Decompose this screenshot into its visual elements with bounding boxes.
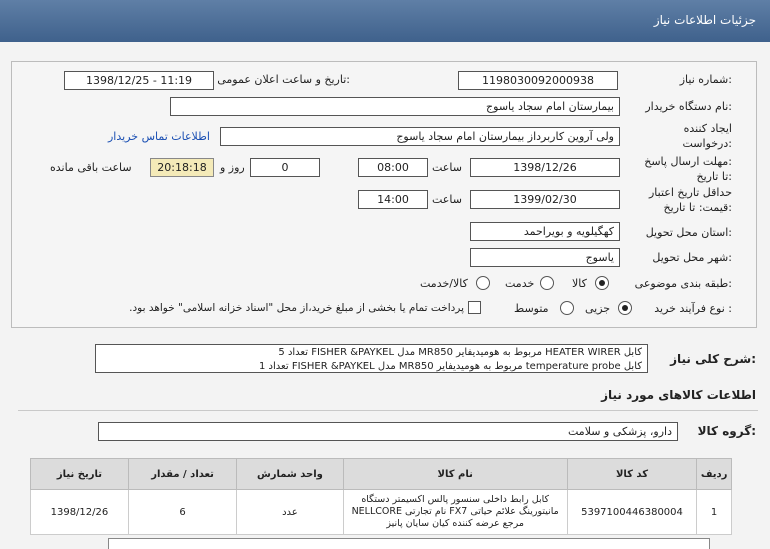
deadline-label-1: مهلت ارسال پاسخ: — [644, 155, 732, 168]
summary-box — [95, 344, 648, 373]
table-row — [31, 490, 732, 535]
cell-name: کابل رابط داخلی سنسور پالس اکسیمتر دستگاه مانیتورینگ علائم حیاتی FX7 نام تجارتی NELLCORE مرجع عرضه کننده کیان سایان پانیز — [343, 490, 567, 535]
category-option-goods: کالا — [572, 277, 587, 290]
days-label: روز و — [220, 161, 245, 174]
purchase-radio-minor[interactable] — [618, 301, 632, 315]
deadline-date-field: 1398/12/26 — [470, 158, 620, 177]
goods-table-header — [31, 459, 732, 490]
need-number-label: شماره نیاز: — [679, 73, 732, 86]
goods-group-label: گروه کالا: — [697, 424, 756, 438]
validity-time-label: ساعت — [432, 193, 462, 206]
deadline-label-2: تا تاریخ: — [696, 170, 732, 183]
creator-field: ولی آروین کاربرداز بیمارستان امام سجاد یاسوج — [220, 127, 620, 146]
category-option-both: کالا/خدمت — [420, 277, 468, 290]
treasury-checkbox[interactable] — [468, 301, 481, 314]
section-divider — [18, 410, 758, 411]
col-unit: واحد شمارش — [237, 459, 343, 490]
cell-qty: 6 — [128, 490, 236, 535]
need-number-field: 1198030092000938 — [458, 71, 618, 90]
col-name: نام کالا — [343, 459, 567, 490]
creator-label-2: درخواست: — [682, 137, 732, 150]
goods-table — [30, 458, 732, 535]
treasury-note: پرداخت تمام یا بخشی از مبلغ خرید،از محل "اسناد خزانه اسلامی" خواهد بود. — [129, 302, 464, 314]
col-qty: تعداد / مقدار — [128, 459, 236, 490]
purchase-label: نوع فرآیند خرید : — [654, 302, 732, 315]
remaining-time-field: 20:18:18 — [150, 158, 214, 177]
announce-field: 1398/12/25 - 11:19 — [64, 71, 214, 90]
validity-time-field: 14:00 — [358, 190, 428, 209]
purchase-option-medium: متوسط — [514, 302, 549, 315]
cell-unit: عدد — [237, 490, 343, 535]
summary-line-1: کابل HEATER WIRER مربوط به هومیدیفایر MR850 مدل FISHER &PAYKEL تعداد 5 — [278, 347, 642, 358]
category-radio-service[interactable] — [540, 276, 554, 290]
validity-date-field: 1399/02/30 — [470, 190, 620, 209]
contact-buyer-link[interactable]: اطلاعات تماس خریدار — [108, 130, 210, 143]
page-title: جزئیات اطلاعات نیاز — [653, 13, 756, 27]
validity-label-1: حداقل تاریخ اعتبار — [648, 186, 732, 199]
goods-section-title: اطلاعات کالاهای مورد نیاز — [601, 388, 756, 402]
purchase-radio-medium[interactable] — [560, 301, 574, 315]
cell-code: 5397100446380004 — [567, 490, 696, 535]
cell-date: 1398/12/26 — [31, 490, 129, 535]
category-label: طبقه بندی موضوعی: — [634, 277, 732, 290]
announce-label: تاریخ و ساعت اعلان عمومی: — [217, 73, 350, 86]
purchase-option-minor: جزیی — [585, 302, 611, 315]
remaining-label: ساعت باقی مانده — [50, 161, 132, 174]
summary-label: شرح کلی نیاز: — [670, 352, 756, 366]
col-row: ردیف — [697, 459, 732, 490]
category-option-service: خدمت — [505, 277, 535, 290]
creator-label-1: ایجاد کننده — [683, 122, 732, 135]
goods-group-field: دارو، پزشکی و سلامت — [98, 422, 678, 441]
category-radio-both[interactable] — [476, 276, 490, 290]
deadline-time-field: 08:00 — [358, 158, 428, 177]
col-date: تاریخ نیاز — [31, 459, 129, 490]
days-field: 0 — [250, 158, 320, 177]
province-label: استان محل تحویل: — [645, 226, 732, 239]
city-label: شهر محل تحویل: — [652, 251, 732, 264]
bottom-panel-edge — [108, 538, 710, 549]
validity-label-2: قیمت: تا تاریخ: — [663, 201, 732, 214]
province-field: کهگیلویه و بویراحمد — [470, 222, 620, 241]
deadline-time-label: ساعت — [432, 161, 462, 174]
buyer-field: بیمارستان امام سجاد یاسوج — [170, 97, 620, 116]
col-code: کد کالا — [567, 459, 696, 490]
cell-row: 1 — [697, 490, 732, 535]
category-radio-goods[interactable] — [595, 276, 609, 290]
summary-line-2: کابل temperature probe مربوط به هومیدیفایر MR850 مدل FISHER &PAYKEL تعداد 1 — [259, 361, 642, 372]
city-field: یاسوج — [470, 248, 620, 267]
title-bar — [0, 0, 770, 42]
buyer-label: نام دستگاه خریدار: — [645, 100, 732, 113]
